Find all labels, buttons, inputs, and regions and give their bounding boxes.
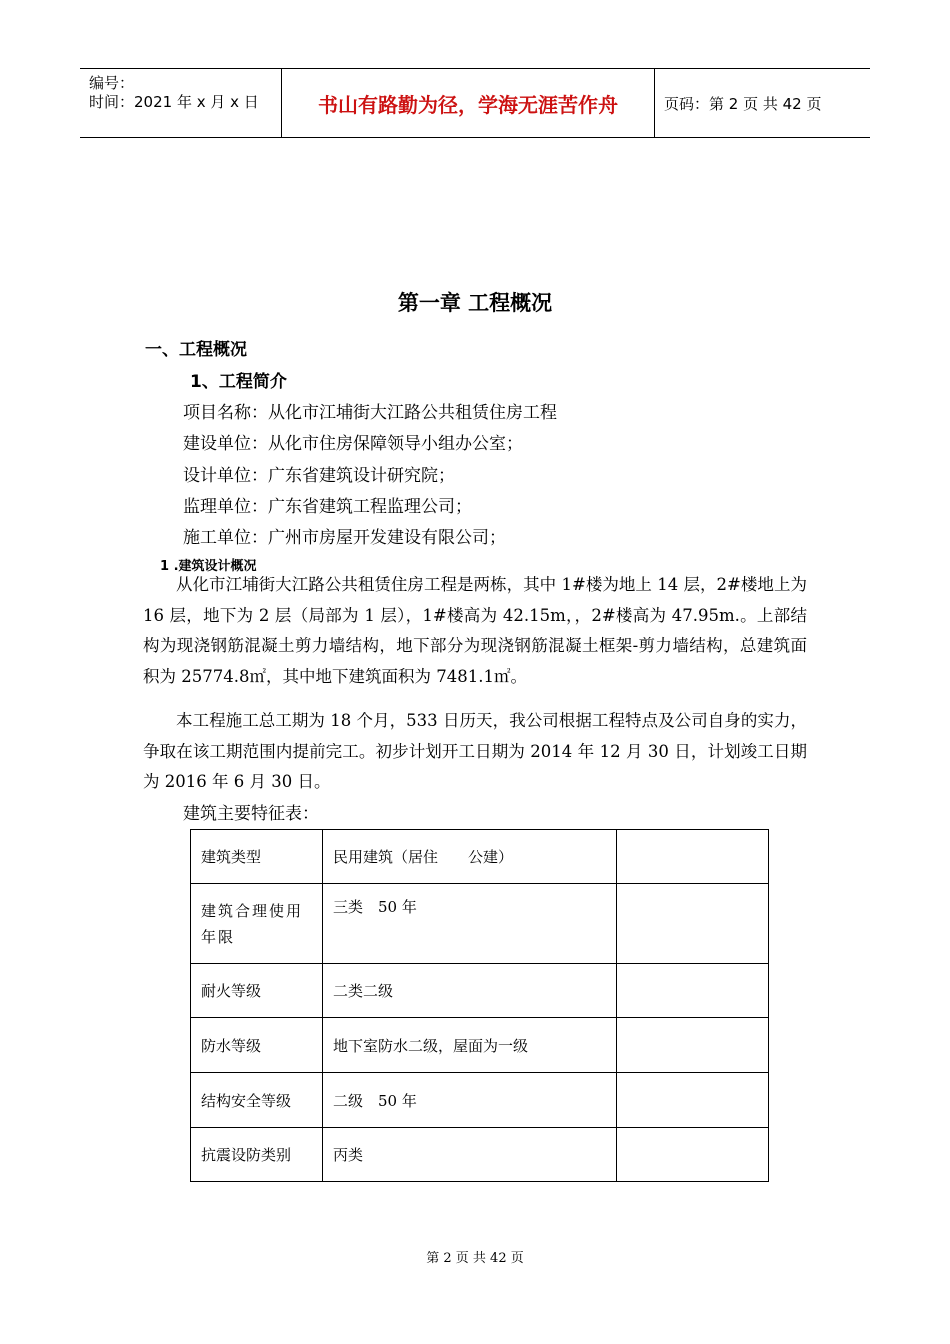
header-meta bbox=[80, 69, 280, 137]
table-row bbox=[191, 964, 769, 1018]
table-empty-cell bbox=[617, 1128, 769, 1182]
number-label: 编号： bbox=[89, 74, 135, 92]
table-empty-cell bbox=[617, 964, 769, 1018]
table-row bbox=[191, 884, 769, 964]
section-title: 一、工程概况 bbox=[145, 340, 247, 360]
subsection-title: 1、工程简介 bbox=[190, 372, 287, 392]
header-motto: 书山有路勤为径，学海无涯苦作舟 bbox=[281, 69, 655, 137]
table-row bbox=[191, 1073, 769, 1128]
header-page-info: 页码：第 2 页 共 42 页 bbox=[664, 94, 822, 113]
table-value: 丙类 bbox=[323, 1128, 617, 1182]
table-key: 建筑类型 bbox=[191, 830, 323, 884]
page-footer: 第 2 页 共 42 页 bbox=[426, 1251, 524, 1266]
info-line-owner: 建设单位：从化市住房保障领导小组办公室； bbox=[183, 434, 523, 454]
table-empty-cell bbox=[617, 830, 769, 884]
table-row bbox=[191, 830, 769, 884]
table-key: 结构安全等级 bbox=[191, 1073, 323, 1128]
table-key: 建筑合理使用年限 bbox=[191, 884, 323, 964]
table-caption: 建筑主要特征表： bbox=[183, 804, 319, 824]
table-value: 二级 50 年 bbox=[323, 1073, 617, 1128]
table-key: 防水等级 bbox=[191, 1018, 323, 1073]
paragraph-overview bbox=[143, 570, 807, 692]
paragraph-text: 本工程施工总工期为 18 个月，533 日历天，我公司根据工程特点及公司自身的实力，争取在该工期范围内提前完工。初步计划开工日期为 2014 年 12 月 30 日，计划竣工日期为 2016 年 6 月 30 日。 bbox=[143, 711, 807, 791]
table-empty-cell bbox=[617, 884, 769, 964]
info-line-contractor: 施工单位：广州市房屋开发建设有限公司； bbox=[183, 528, 506, 548]
table-key: 抗震设防类别 bbox=[191, 1128, 323, 1182]
info-line-designer: 设计单位：广东省建筑设计研究院； bbox=[183, 466, 455, 486]
paragraph-text: 从化市江埔街大江路公共租赁住房工程是两栋，其中 1#楼为地上 14 层，2#楼地上为 16 层，地下为 2 层（局部为 1 层），1#楼高为 42.15m，，2#楼高为 47.95m.。上部结构为现浇钢筋混凝土剪力墙结构，地下部分为现浇钢筋混凝土框架-剪力墙结构，总建筑面积为 25774.8㎡，其中地下建筑面积为 7481.1㎡。 bbox=[143, 575, 807, 686]
table-row bbox=[191, 1018, 769, 1073]
table-key: 耐火等级 bbox=[191, 964, 323, 1018]
table-empty-cell bbox=[617, 1018, 769, 1073]
table-value: 二类二级 bbox=[323, 964, 617, 1018]
table-empty-cell bbox=[617, 1073, 769, 1128]
chapter-title: 第一章 工程概况 bbox=[397, 291, 553, 315]
info-line-supervisor: 监理单位：广东省建筑工程监理公司； bbox=[183, 497, 472, 517]
table-value: 民用建筑（居住 公建） bbox=[323, 830, 617, 884]
table-row bbox=[191, 1128, 769, 1182]
info-line-project: 项目名称：从化市江埔街大江路公共租赁住房工程 bbox=[183, 403, 557, 423]
table-value: 地下室防水二级，屋面为一级 bbox=[323, 1018, 617, 1073]
table-value: 三类 50 年 bbox=[323, 884, 617, 964]
design-heading: 1 .建筑设计概况 bbox=[160, 559, 257, 574]
time-label: 时间：2021 年 x 月 x 日 bbox=[89, 93, 259, 111]
feature-table bbox=[190, 829, 769, 1182]
paragraph-schedule bbox=[143, 706, 807, 798]
page-header bbox=[80, 68, 870, 138]
